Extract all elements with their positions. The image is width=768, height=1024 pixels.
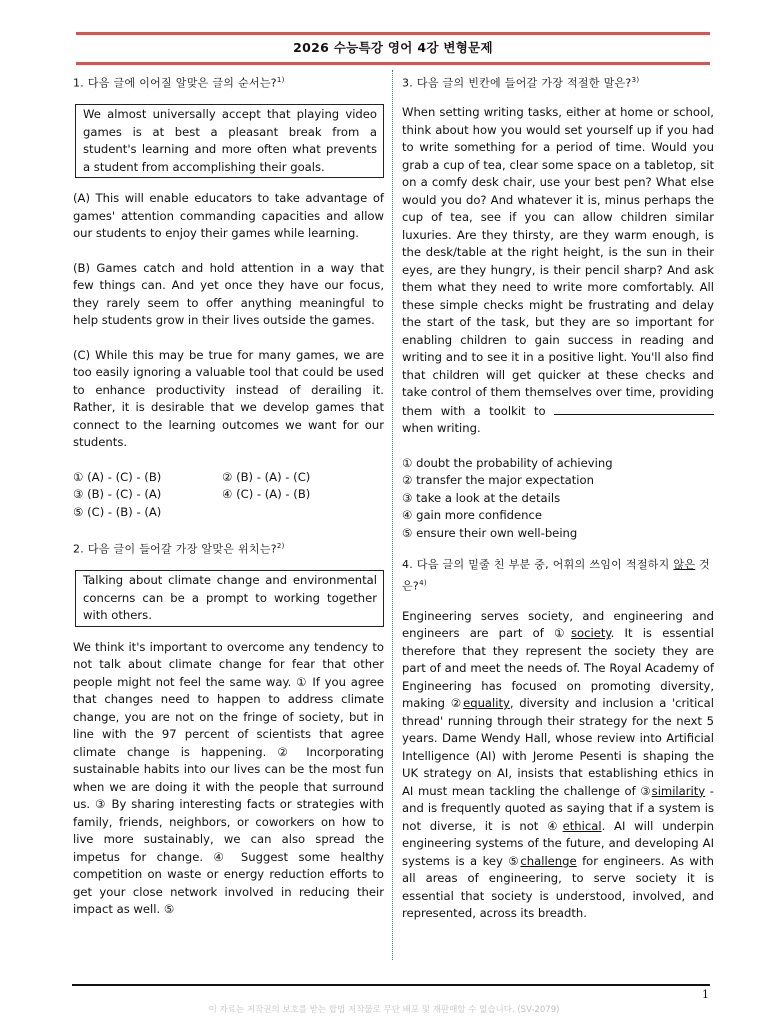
question-3-option: ① doubt the probability of achieving: [402, 455, 613, 470]
question-2-passage: We think it's important to overcome any tendency to not talk about climate change for fear that other people might not feel the same way. ① If you agree that changes need to happen to address climate change, you are not on the fringe of society, but in line with the 97 percent of scientists that agree climate change is happening. ② Incorporating sustainable habits into our lives can be the most fun when we are doing it with the people that surround us. ③ By sharing interesting facts or strategies with family, friends, neighbors, or coworkers on how to live more sustainably, we can also spread the impetus for change. ④ Suggest some healthy competition on waste or energy reduction efforts to get your close network involved in reducing their impact as well. ⑤: [73, 639, 384, 917]
copyright-notice: 이 자료는 저작권의 보호를 받는 합법 저작물로 무단 배포 및 재판매할 수 없습니다. (SV-2079): [208, 1005, 560, 1015]
question-3-option: ④ gain more confidence: [402, 508, 542, 523]
passage-text: for engineers. As with all areas of engineering, to serve society it is essential that society is understood, involved, and represented, across its breadth.: [402, 853, 714, 921]
question-1-option: ③ (B) - (C) - (A): [73, 487, 162, 502]
question-2-number: 2.: [73, 542, 85, 556]
question-3-heading: [402, 72, 714, 92]
question-4-number: 4.: [402, 558, 414, 572]
answer-blank: [554, 402, 714, 415]
underline-marker-1: ①: [554, 626, 571, 641]
passage-text: . It is essential therefore that they represent the society they are part of and meet the needs of. The Royal Academy of Engineering has focused on promoting diversity, making: [402, 626, 714, 711]
footer-rule: [72, 984, 710, 986]
question-2-prompt: 다음 글이 들어갈 가장 알맞은 위치는?: [87, 542, 277, 556]
page-title: 2026 수능특강 영어 4강 변형문제: [293, 40, 493, 55]
underlined-word-4: ethical: [562, 818, 602, 833]
question-1-option: ① (A) - (C) - (B): [73, 469, 162, 484]
underline-marker-2: ②: [450, 696, 464, 711]
passage-text: . AI will underpin engineering systems of the future, and developing AI systems is a key: [402, 818, 714, 868]
question-4-prompt-emphasis: 않은: [673, 558, 696, 572]
question-4-footnote: 4): [419, 579, 427, 588]
question-1-options: [73, 469, 384, 522]
question-1-option: ④ (C) - (A) - (B): [222, 487, 311, 502]
question-1-paragraph-c: (C) While this may be true for many games, we are too easily ignoring a valuable tool that could be used to enhance productivity instead of derailing it. Rather, it is desirable that we develop games that connect to the learning outcomes we want for our students.: [73, 347, 384, 450]
underlined-word-5: challenge: [520, 853, 577, 868]
passage-text: , diversity and inclusion a 'critical thread' running through their strategy for the next 5 years. Dame Wendy Hall, whose review into Artificial Intelligence (AI) with Jerome Pesenti is shaping the UK strategy on AI, insists that establishing ethics in AI must mean tackling the challenge of: [402, 696, 714, 798]
question-3-option: ② transfer the major expectation: [402, 473, 594, 488]
question-1-heading: [73, 72, 384, 92]
question-4-heading: [402, 556, 714, 596]
page-number: 1: [702, 988, 709, 1001]
question-3-footnote: 3): [631, 76, 640, 84]
question-3-option: ③ take a look at the details: [402, 490, 561, 505]
left-column: [73, 72, 384, 936]
question-4-prompt-end: 것은?: [402, 558, 710, 593]
question-3-number: 3.: [402, 76, 414, 90]
underline-marker-3: ③: [640, 783, 652, 798]
question-1-paragraph-a: (A) This will enable educators to take advantage of games' attention commanding capacities and allow our students to enjoy their games while learning.: [73, 191, 384, 241]
question-2-given-sentence: Talking about climate change and environmental concerns can be a prompt to working together with others.: [75, 570, 384, 627]
underlined-word-3: similarity: [651, 783, 706, 798]
question-1-footnote: 1): [276, 76, 285, 84]
underline-marker-4: ④: [547, 818, 563, 833]
question-1-option: ⑤ (C) - (B) - (A): [73, 504, 162, 519]
header-bottom-rule: [76, 62, 710, 65]
underlined-word-1: society: [571, 626, 611, 641]
question-1-paragraph-b: (B) Games catch and hold attention in a way that few things can. And yet once they have our focus, they rarely seem to offer anything meaningful to help students grow in their lives outside the games.: [73, 260, 384, 328]
question-4-prompt: 다음 글의 밑줄 친 부분 중, 어휘의 쓰임이 적절하지: [416, 558, 670, 572]
passage-text: Engineering serves society, and engineering and engineers are part of: [402, 608, 714, 641]
question-1-number: 1.: [73, 76, 85, 90]
question-3-passage: [402, 104, 714, 438]
question-4-passage: [402, 608, 714, 923]
question-3-passage-end: when writing.: [402, 421, 481, 436]
question-3-passage-text: When setting writing tasks, either at home or school, think about how you would set yourself up if you had to write something for a period of time. Would you grab a cup of tea, clear some space on a tabletop, sit on a comfy desk chair, use your best pen? What else would you do? And whatever it is, minus perhaps the cup of tea, see if you can allow children similar luxuries. Are they thirsty, are they warm enough, is the desk/table at the right height, is the sun in their eyes, are they hungry, is their pencil sharp? And ask them what they need to write more comfortably. All these simple checks might be frustrating and delay the start of the task, but they are so important for enabling children to gain success in reading and writing and to see it in a positive light. You'll also find that children will get quicker at these checks and take control of them themselves over time, providing them with a toolkit to: [402, 105, 714, 418]
question-1-given-sentence: We almost universally accept that playing video games is at best a pleasant break from a student's learning and more often what prevents a student from accomplishing their goals.: [75, 104, 384, 178]
question-1-prompt: 다음 글에 이어질 알맞은 글의 순서는?: [87, 76, 277, 90]
column-divider: [392, 70, 393, 960]
underlined-word-2: equality: [463, 696, 510, 711]
question-3-option: ⑤ ensure their own well-being: [402, 525, 578, 540]
passage-text: - and is frequently quoted as saying that if a system is not diverse, it is not: [402, 783, 714, 833]
underline-marker-5: ⑤: [508, 853, 521, 868]
question-2-footnote: 2): [276, 542, 285, 551]
right-column: [402, 72, 714, 940]
question-3-options: [402, 455, 714, 543]
question-1-option: ② (B) - (A) - (C): [222, 469, 311, 484]
question-2-heading: [73, 538, 384, 558]
question-3-prompt: 다음 글의 빈칸에 들어갈 가장 적절한 말은?: [416, 76, 632, 90]
header-top-rule: [76, 32, 710, 35]
